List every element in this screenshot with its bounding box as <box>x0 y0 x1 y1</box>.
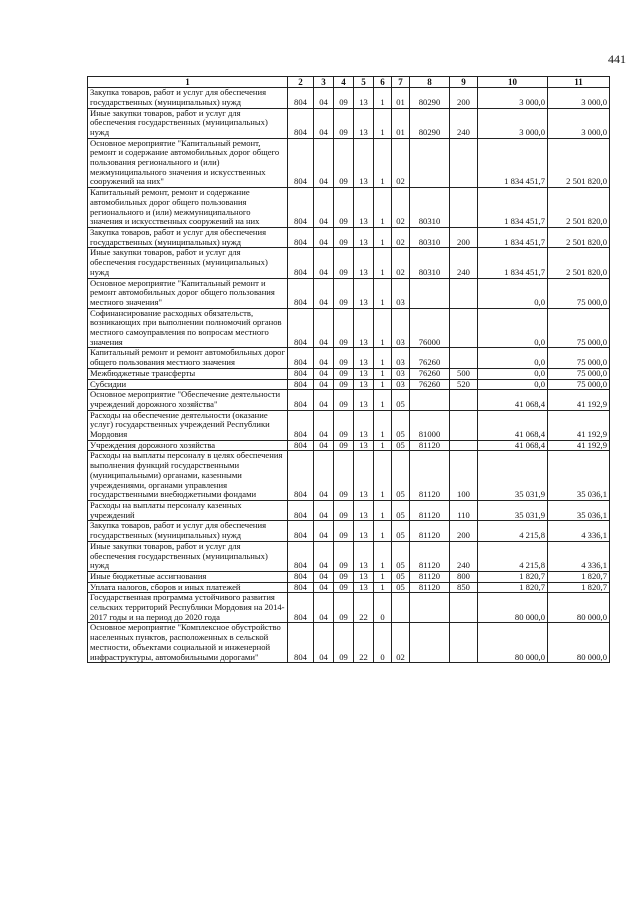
table-row <box>88 368 610 379</box>
cell-code-subsection: 09 <box>334 228 354 248</box>
row-name: Субсидии <box>88 379 288 390</box>
cell-code-section: 04 <box>314 228 334 248</box>
cell-code-section: 04 <box>314 308 334 348</box>
table-row <box>88 500 610 520</box>
table-row <box>88 348 610 368</box>
table-row <box>88 188 610 228</box>
table-row <box>88 593 610 623</box>
cell-code-program: 22 <box>354 593 374 623</box>
cell-code-direction <box>410 593 450 623</box>
cell-code-subsection: 09 <box>334 571 354 582</box>
cell-code-subsection: 09 <box>334 379 354 390</box>
cell-code-ministry: 804 <box>288 248 314 278</box>
cell-amount-year-1: 80 000,0 <box>478 623 548 663</box>
cell-code-program: 13 <box>354 500 374 520</box>
cell-code-subprogram: 1 <box>374 228 392 248</box>
table-row <box>88 410 610 440</box>
row-name: Расходы на обеспечение деятельности (оказание услуг) государственных учреждений Республики Мордовия <box>88 410 288 440</box>
cell-code-measure: 05 <box>392 571 410 582</box>
row-name: Расходы на выплаты персоналу казенных учреждений <box>88 500 288 520</box>
cell-code-ministry: 804 <box>288 278 314 308</box>
cell-code-section: 04 <box>314 571 334 582</box>
cell-amount-year-1: 1 820,7 <box>478 582 548 593</box>
cell-amount-year-2: 75 000,0 <box>548 379 610 390</box>
cell-code-ministry: 804 <box>288 541 314 571</box>
cell-code-section: 04 <box>314 541 334 571</box>
cell-code-direction: 81120 <box>410 541 450 571</box>
cell-code-section: 04 <box>314 582 334 593</box>
cell-code-subsection: 09 <box>334 308 354 348</box>
cell-code-subsection: 09 <box>334 108 354 138</box>
cell-code-subsection: 09 <box>334 278 354 308</box>
cell-code-expense-type <box>450 593 478 623</box>
cell-code-expense-type: 200 <box>450 228 478 248</box>
row-name: Иные закупки товаров, работ и услуг для обеспечения государственных (муниципальных) нужд <box>88 108 288 138</box>
cell-code-direction <box>410 138 450 188</box>
cell-code-ministry: 804 <box>288 521 314 541</box>
cell-code-measure: 02 <box>392 138 410 188</box>
cell-amount-year-2: 4 336,1 <box>548 541 610 571</box>
table-row <box>88 541 610 571</box>
cell-code-subprogram: 1 <box>374 582 392 593</box>
cell-code-measure: 05 <box>392 440 410 451</box>
cell-code-ministry: 804 <box>288 451 314 501</box>
cell-code-ministry: 804 <box>288 368 314 379</box>
cell-code-expense-type: 240 <box>450 108 478 138</box>
row-name: Закупка товаров, работ и услуг для обеспечения государственных (муниципальных) нужд <box>88 521 288 541</box>
cell-code-section: 04 <box>314 451 334 501</box>
table-row <box>88 379 610 390</box>
row-name: Основное мероприятие "Обеспечение деятельности учреждений дорожного хозяйства" <box>88 390 288 410</box>
cell-code-direction <box>410 390 450 410</box>
cell-amount-year-1: 3 000,0 <box>478 88 548 108</box>
cell-code-expense-type <box>450 440 478 451</box>
cell-amount-year-1: 1 834 451,7 <box>478 138 548 188</box>
cell-code-section: 04 <box>314 379 334 390</box>
cell-code-direction: 81120 <box>410 571 450 582</box>
table-row <box>88 521 610 541</box>
cell-code-section: 04 <box>314 500 334 520</box>
cell-code-section: 04 <box>314 108 334 138</box>
cell-code-expense-type <box>450 278 478 308</box>
cell-code-ministry: 804 <box>288 379 314 390</box>
cell-code-ministry: 804 <box>288 308 314 348</box>
cell-code-measure: 03 <box>392 368 410 379</box>
cell-code-measure: 05 <box>392 451 410 501</box>
cell-code-section: 04 <box>314 521 334 541</box>
row-name: Капитальный ремонт и ремонт автомобильных дорог общего пользования местного значения <box>88 348 288 368</box>
cell-code-section: 04 <box>314 188 334 228</box>
cell-code-direction <box>410 278 450 308</box>
cell-code-ministry: 804 <box>288 348 314 368</box>
cell-amount-year-1: 0,0 <box>478 368 548 379</box>
cell-amount-year-2: 2 501 820,0 <box>548 248 610 278</box>
cell-code-subsection: 09 <box>334 440 354 451</box>
cell-amount-year-2: 75 000,0 <box>548 348 610 368</box>
header-cell: 9 <box>450 77 478 88</box>
cell-amount-year-2: 2 501 820,0 <box>548 228 610 248</box>
cell-code-subprogram: 1 <box>374 410 392 440</box>
cell-code-ministry: 804 <box>288 188 314 228</box>
cell-code-direction: 81120 <box>410 582 450 593</box>
cell-code-program: 13 <box>354 108 374 138</box>
header-cell: 5 <box>354 77 374 88</box>
cell-amount-year-1: 1 820,7 <box>478 571 548 582</box>
cell-code-measure: 05 <box>392 410 410 440</box>
cell-amount-year-2: 2 501 820,0 <box>548 138 610 188</box>
cell-code-program: 13 <box>354 368 374 379</box>
cell-code-ministry: 804 <box>288 623 314 663</box>
table-row <box>88 571 610 582</box>
cell-code-program: 13 <box>354 308 374 348</box>
table-row <box>88 88 610 108</box>
cell-code-subprogram: 1 <box>374 348 392 368</box>
cell-amount-year-1: 3 000,0 <box>478 108 548 138</box>
cell-code-program: 13 <box>354 88 374 108</box>
header-cell: 3 <box>314 77 334 88</box>
cell-code-ministry: 804 <box>288 390 314 410</box>
cell-amount-year-1: 0,0 <box>478 308 548 348</box>
cell-code-expense-type: 520 <box>450 379 478 390</box>
cell-code-ministry: 804 <box>288 88 314 108</box>
cell-code-subsection: 09 <box>334 623 354 663</box>
cell-code-subsection: 09 <box>334 138 354 188</box>
cell-amount-year-1: 1 834 451,7 <box>478 228 548 248</box>
header-cell: 1 <box>88 77 288 88</box>
cell-code-expense-type: 110 <box>450 500 478 520</box>
cell-code-subprogram: 1 <box>374 108 392 138</box>
cell-code-program: 13 <box>354 188 374 228</box>
cell-amount-year-2: 41 192,9 <box>548 390 610 410</box>
cell-amount-year-2: 3 000,0 <box>548 88 610 108</box>
cell-code-measure: 01 <box>392 108 410 138</box>
cell-code-subsection: 09 <box>334 451 354 501</box>
cell-code-program: 13 <box>354 138 374 188</box>
cell-code-subsection: 09 <box>334 541 354 571</box>
cell-code-subprogram: 1 <box>374 138 392 188</box>
cell-code-program: 13 <box>354 582 374 593</box>
cell-code-subsection: 09 <box>334 500 354 520</box>
cell-amount-year-1: 41 068,4 <box>478 410 548 440</box>
cell-code-direction: 80290 <box>410 108 450 138</box>
cell-code-program: 13 <box>354 440 374 451</box>
cell-code-subsection: 09 <box>334 593 354 623</box>
cell-amount-year-1: 35 031,9 <box>478 451 548 501</box>
cell-code-expense-type <box>450 623 478 663</box>
cell-code-subsection: 09 <box>334 248 354 278</box>
cell-code-section: 04 <box>314 88 334 108</box>
table-row <box>88 248 610 278</box>
cell-code-expense-type: 100 <box>450 451 478 501</box>
cell-amount-year-1: 1 834 451,7 <box>478 248 548 278</box>
cell-code-section: 04 <box>314 593 334 623</box>
cell-code-measure: 02 <box>392 248 410 278</box>
cell-amount-year-1: 35 031,9 <box>478 500 548 520</box>
row-name: Иные бюджетные ассигнования <box>88 571 288 582</box>
cell-amount-year-2: 41 192,9 <box>548 440 610 451</box>
table-row <box>88 582 610 593</box>
cell-code-subprogram: 1 <box>374 248 392 278</box>
cell-code-program: 22 <box>354 623 374 663</box>
cell-code-subsection: 09 <box>334 410 354 440</box>
cell-code-section: 04 <box>314 390 334 410</box>
cell-code-ministry: 804 <box>288 500 314 520</box>
header-cell: 4 <box>334 77 354 88</box>
cell-code-measure: 03 <box>392 348 410 368</box>
cell-code-expense-type: 240 <box>450 248 478 278</box>
cell-code-section: 04 <box>314 138 334 188</box>
cell-code-subsection: 09 <box>334 348 354 368</box>
cell-code-direction: 80310 <box>410 228 450 248</box>
cell-code-program: 13 <box>354 410 374 440</box>
cell-code-subprogram: 1 <box>374 368 392 379</box>
table-row <box>88 440 610 451</box>
cell-code-direction: 80290 <box>410 88 450 108</box>
cell-code-measure: 01 <box>392 88 410 108</box>
cell-amount-year-1: 41 068,4 <box>478 440 548 451</box>
cell-code-subsection: 09 <box>334 188 354 228</box>
cell-code-measure: 03 <box>392 308 410 348</box>
row-name: Уплата налогов, сборов и иных платежей <box>88 582 288 593</box>
header-cell: 8 <box>410 77 450 88</box>
cell-code-program: 13 <box>354 571 374 582</box>
cell-code-measure: 02 <box>392 623 410 663</box>
header-cell: 7 <box>392 77 410 88</box>
cell-code-measure <box>392 593 410 623</box>
cell-amount-year-1: 1 834 451,7 <box>478 188 548 228</box>
cell-code-ministry: 804 <box>288 593 314 623</box>
cell-code-ministry: 804 <box>288 138 314 188</box>
cell-code-direction: 76260 <box>410 379 450 390</box>
cell-amount-year-2: 75 000,0 <box>548 278 610 308</box>
cell-code-measure: 03 <box>392 278 410 308</box>
cell-amount-year-2: 75 000,0 <box>548 368 610 379</box>
cell-amount-year-2: 35 036,1 <box>548 500 610 520</box>
cell-amount-year-1: 80 000,0 <box>478 593 548 623</box>
cell-code-direction: 81120 <box>410 440 450 451</box>
row-name: Учреждения дорожного хозяйства <box>88 440 288 451</box>
table-row <box>88 308 610 348</box>
row-name: Закупка товаров, работ и услуг для обеспечения государственных (муниципальных) нужд <box>88 88 288 108</box>
row-name: Капитальный ремонт, ремонт и содержание автомобильных дорог общего пользования регионального и (или) межмуниципального значения и искусственных сооружений на них <box>88 188 288 228</box>
cell-code-subprogram: 1 <box>374 440 392 451</box>
cell-code-expense-type: 850 <box>450 582 478 593</box>
cell-code-section: 04 <box>314 368 334 379</box>
table-row <box>88 138 610 188</box>
cell-code-direction: 80310 <box>410 248 450 278</box>
cell-code-direction: 76260 <box>410 348 450 368</box>
table-row <box>88 390 610 410</box>
cell-code-ministry: 804 <box>288 582 314 593</box>
cell-amount-year-2: 80 000,0 <box>548 593 610 623</box>
cell-code-program: 13 <box>354 228 374 248</box>
budget-table <box>87 76 610 663</box>
cell-code-measure: 02 <box>392 228 410 248</box>
cell-code-measure: 05 <box>392 390 410 410</box>
cell-code-measure: 03 <box>392 379 410 390</box>
cell-code-expense-type: 500 <box>450 368 478 379</box>
row-name: Государственная программа устойчивого развития сельских территорий Республики Мордовия на 2014-2017 годы и на период до 2020 года <box>88 593 288 623</box>
cell-code-subprogram: 1 <box>374 571 392 582</box>
row-name: Закупка товаров, работ и услуг для обеспечения государственных (муниципальных) нужд <box>88 228 288 248</box>
cell-code-ministry: 804 <box>288 108 314 138</box>
cell-code-measure: 05 <box>392 521 410 541</box>
header-cell: 6 <box>374 77 392 88</box>
cell-code-program: 13 <box>354 379 374 390</box>
cell-code-subprogram: 0 <box>374 593 392 623</box>
cell-code-measure: 05 <box>392 500 410 520</box>
cell-code-subsection: 09 <box>334 88 354 108</box>
cell-code-subsection: 09 <box>334 582 354 593</box>
cell-code-subsection: 09 <box>334 368 354 379</box>
table-row <box>88 623 610 663</box>
cell-code-subprogram: 1 <box>374 521 392 541</box>
cell-code-expense-type <box>450 410 478 440</box>
cell-code-measure: 05 <box>392 582 410 593</box>
cell-amount-year-2: 80 000,0 <box>548 623 610 663</box>
cell-code-expense-type: 200 <box>450 521 478 541</box>
table-row <box>88 278 610 308</box>
cell-code-subprogram: 0 <box>374 623 392 663</box>
row-name: Основное мероприятие "Комплексное обустройство населенных пунктов, расположенных в сельской местности, объектами социальной и инженерной инфраструктуры, автомобильными дорогами" <box>88 623 288 663</box>
cell-code-direction: 81120 <box>410 500 450 520</box>
cell-code-program: 13 <box>354 541 374 571</box>
row-name: Межбюджетные трансферты <box>88 368 288 379</box>
row-name: Расходы на выплаты персоналу в целях обеспечения выполнения функций государственными (муниципальными) органами, казенными учреждениями, органами управления государственными внебюджетными фондами <box>88 451 288 501</box>
cell-code-direction: 76260 <box>410 368 450 379</box>
cell-code-section: 04 <box>314 278 334 308</box>
cell-code-section: 04 <box>314 440 334 451</box>
cell-code-subprogram: 1 <box>374 308 392 348</box>
page-number: 441 <box>608 52 626 66</box>
cell-code-section: 04 <box>314 410 334 440</box>
cell-code-program: 13 <box>354 278 374 308</box>
cell-amount-year-1: 41 068,4 <box>478 390 548 410</box>
cell-code-direction: 81000 <box>410 410 450 440</box>
cell-code-program: 13 <box>354 348 374 368</box>
row-name: Иные закупки товаров, работ и услуг для обеспечения государственных (муниципальных) нужд <box>88 248 288 278</box>
header-cell: 2 <box>288 77 314 88</box>
cell-code-direction: 80310 <box>410 188 450 228</box>
cell-code-expense-type <box>450 138 478 188</box>
cell-amount-year-2: 1 820,7 <box>548 582 610 593</box>
cell-code-subprogram: 1 <box>374 451 392 501</box>
cell-code-subprogram: 1 <box>374 390 392 410</box>
cell-code-section: 04 <box>314 248 334 278</box>
cell-code-direction <box>410 623 450 663</box>
cell-amount-year-2: 4 336,1 <box>548 521 610 541</box>
cell-code-subsection: 09 <box>334 390 354 410</box>
cell-code-program: 13 <box>354 248 374 278</box>
cell-code-subprogram: 1 <box>374 188 392 228</box>
cell-code-subprogram: 1 <box>374 379 392 390</box>
cell-code-expense-type: 800 <box>450 571 478 582</box>
cell-code-direction: 81120 <box>410 451 450 501</box>
cell-amount-year-2: 35 036,1 <box>548 451 610 501</box>
cell-amount-year-2: 41 192,9 <box>548 410 610 440</box>
cell-amount-year-1: 4 215,8 <box>478 541 548 571</box>
header-row <box>88 77 610 88</box>
cell-code-measure: 05 <box>392 541 410 571</box>
cell-amount-year-2: 1 820,7 <box>548 571 610 582</box>
cell-code-expense-type <box>450 390 478 410</box>
cell-code-program: 13 <box>354 451 374 501</box>
cell-code-expense-type <box>450 308 478 348</box>
cell-code-expense-type: 240 <box>450 541 478 571</box>
cell-code-program: 13 <box>354 390 374 410</box>
cell-amount-year-1: 4 215,8 <box>478 521 548 541</box>
cell-code-subprogram: 1 <box>374 278 392 308</box>
cell-code-section: 04 <box>314 623 334 663</box>
row-name: Основное мероприятие "Капитальный ремонт и ремонт автомобильных дорог общего пользования местного значения" <box>88 278 288 308</box>
cell-code-subprogram: 1 <box>374 500 392 520</box>
cell-amount-year-2: 3 000,0 <box>548 108 610 138</box>
cell-code-direction: 81120 <box>410 521 450 541</box>
table-row <box>88 108 610 138</box>
header-cell: 11 <box>548 77 610 88</box>
header-cell: 10 <box>478 77 548 88</box>
row-name: Основное мероприятие "Капитальный ремонт, ремонт и содержание автомобильных дорог общего пользования регионального и (или) межмуниципального значения и искусственных сооружений на них" <box>88 138 288 188</box>
cell-code-subprogram: 1 <box>374 88 392 108</box>
cell-code-program: 13 <box>354 521 374 541</box>
cell-amount-year-1: 0,0 <box>478 278 548 308</box>
cell-code-ministry: 804 <box>288 440 314 451</box>
cell-code-ministry: 804 <box>288 571 314 582</box>
cell-code-expense-type <box>450 188 478 228</box>
table-row <box>88 451 610 501</box>
cell-code-direction: 76000 <box>410 308 450 348</box>
cell-amount-year-2: 75 000,0 <box>548 308 610 348</box>
row-name: Софинансирование расходных обязательств, возникающих при выполнении полномочий органов местного самоуправления по вопросам местного значения <box>88 308 288 348</box>
cell-code-subsection: 09 <box>334 521 354 541</box>
row-name: Иные закупки товаров, работ и услуг для обеспечения государственных (муниципальных) нужд <box>88 541 288 571</box>
cell-code-expense-type <box>450 348 478 368</box>
cell-code-expense-type: 200 <box>450 88 478 108</box>
cell-code-ministry: 804 <box>288 410 314 440</box>
table-row <box>88 228 610 248</box>
cell-code-ministry: 804 <box>288 228 314 248</box>
cell-code-section: 04 <box>314 348 334 368</box>
cell-amount-year-2: 2 501 820,0 <box>548 188 610 228</box>
cell-code-measure: 02 <box>392 188 410 228</box>
cell-amount-year-1: 0,0 <box>478 348 548 368</box>
cell-code-subprogram: 1 <box>374 541 392 571</box>
cell-amount-year-1: 0,0 <box>478 379 548 390</box>
